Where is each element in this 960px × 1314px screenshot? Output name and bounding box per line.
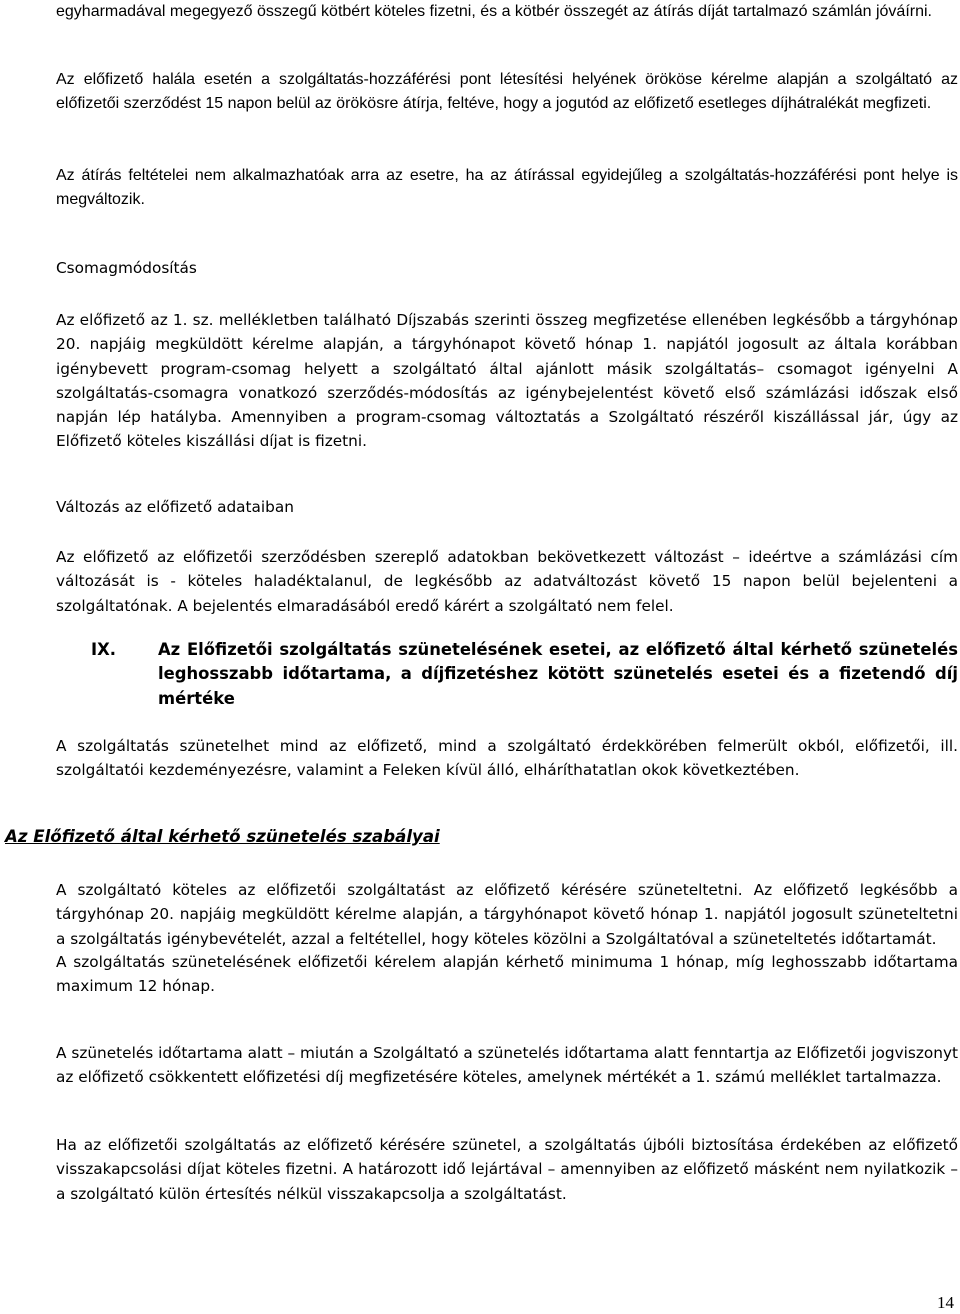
- heading-package-change: Csomagmódosítás: [56, 259, 197, 277]
- paragraph-suspension-general: A szolgáltatás szünetelhet mind az előfizető, mind a szolgáltató érdekkörében felmerült okból, előfizetői, ill. szolgáltatói kezdeményezésre, valamint a Feleken kívül álló, elháríthatatlan okok következtében.: [56, 737, 958, 780]
- subsection-title: Az Előfizető által kérhető szünetelés szabályai: [5, 827, 440, 846]
- paragraph-suspension-duration: A szolgáltatás szünetelésének előfizetői kérelem alapján kérhető minimuma 1 hónap, míg leghosszabb időtartama maximum 12 hónap.: [56, 953, 958, 996]
- paragraph-package-change: Az előfizető az 1. sz. mellékletben található Díjszabás szerinti összeg megfizetése ellenében legkésőbb a tárgyhónap 20. napjáig megküldött kérelme alapján, a tárgyhónapot követő hónap 1. napjától jogosult az általa korábban igénybevett program-csomag helyett a szolgáltató által ajánlott másik szolgáltatás– csomagot igényelni A szolgáltatás-csomagra vonatkozó szerződés-módosítás az igénybejelentést követő első számlázási időszak első napján lép hatályba. Amennyiben a program-csomag változtatás a Szolgáltató részéről kiszállással jár, úgy az Előfizető köteles kiszállási díjat is fizetni.: [56, 311, 958, 451]
- section-number: IX.: [91, 640, 116, 659]
- paragraph-suspension-fee: A szünetelés időtartama alatt – miután a Szolgáltató a szünetelés időtartama alatt fenntartja az Előfizetői jogviszonyt az előfizető csökkentett előfizetési díj megfizetésére köteles, amelynek mértékét a 1. számú melléklet tartalmazza.: [56, 1044, 958, 1087]
- paragraph-suspension-request: A szolgáltató köteles az előfizetői szolgáltatást az előfizető kérésére szüneteltetni. Az előfizető legkésőbb a tárgyhónap 20. napjáig megküldött kérelme alapján, a tárgyhónapot követő hónap 1. napjától jogosult szüneteltetni a szolgáltatás igénybevételét, azzal a feltétellel, hogy köteles közölni a Szolgáltatóval a szüneteltetés időtartamát.: [56, 881, 958, 948]
- paragraph-data-change: Az előfizető az előfizetői szerződésben szereplő adatokban bekövetkezett változást – ideértve a számlázási cím változását is - köteles haladéktalanul, de legkésőbb az adatváltozást követő 15 napon belül bejelenteni a szolgáltatónak. A bejelentés elmaradásából eredő kárért a szolgáltató nem felel.: [56, 548, 958, 615]
- heading-subscriber-data-change: Változás az előfizető adataiban: [56, 498, 294, 516]
- paragraph-transfer-conditions: Az átírás feltételei nem alkalmazhatóak arra az esetre, ha az átírással egyidejűleg a szolgáltatás-hozzáférési pont helye is megváltozik.: [56, 167, 958, 209]
- section-title: Az Előfizetői szolgáltatás szünetelésének esetei, az előfizető által kérhető szünetelés leghosszabb időtartama, a díjfizetéshez kötött szünetelés esetei és a fizetendő díj mértéke: [158, 640, 958, 708]
- page-number: 14: [937, 1293, 954, 1312]
- paragraph-reconnection-fee: Ha az előfizetői szolgáltatás az előfizető kérésére szünetel, a szolgáltatás újbóli biztosítása érdekében az előfizető visszakapcsolási díjat köteles fizetni. A határozott idő lejártával – amennyiben az előfizető másként nem nyilatkozik – a szolgáltató külön értesítés nélkül visszakapcsolja a szolgáltatást.: [56, 1136, 958, 1203]
- paragraph-death-transfer: Az előfizető halála esetén a szolgáltatás-hozzáférési pont létesítési helyének örököse kérelme alapján a szolgáltató az előfizetői szerződést 15 napon belül az örökösre átírja, feltéve, hogy a jogutód az előfizető esetleges díjhátralékát megfizeti.: [56, 71, 958, 113]
- paragraph-penalty-credit: egyharmadával megegyező összegű kötbért köteles fizetni, és a kötbér összegét az átírás díját tartalmazó számlán jóváírni.: [56, 3, 932, 20]
